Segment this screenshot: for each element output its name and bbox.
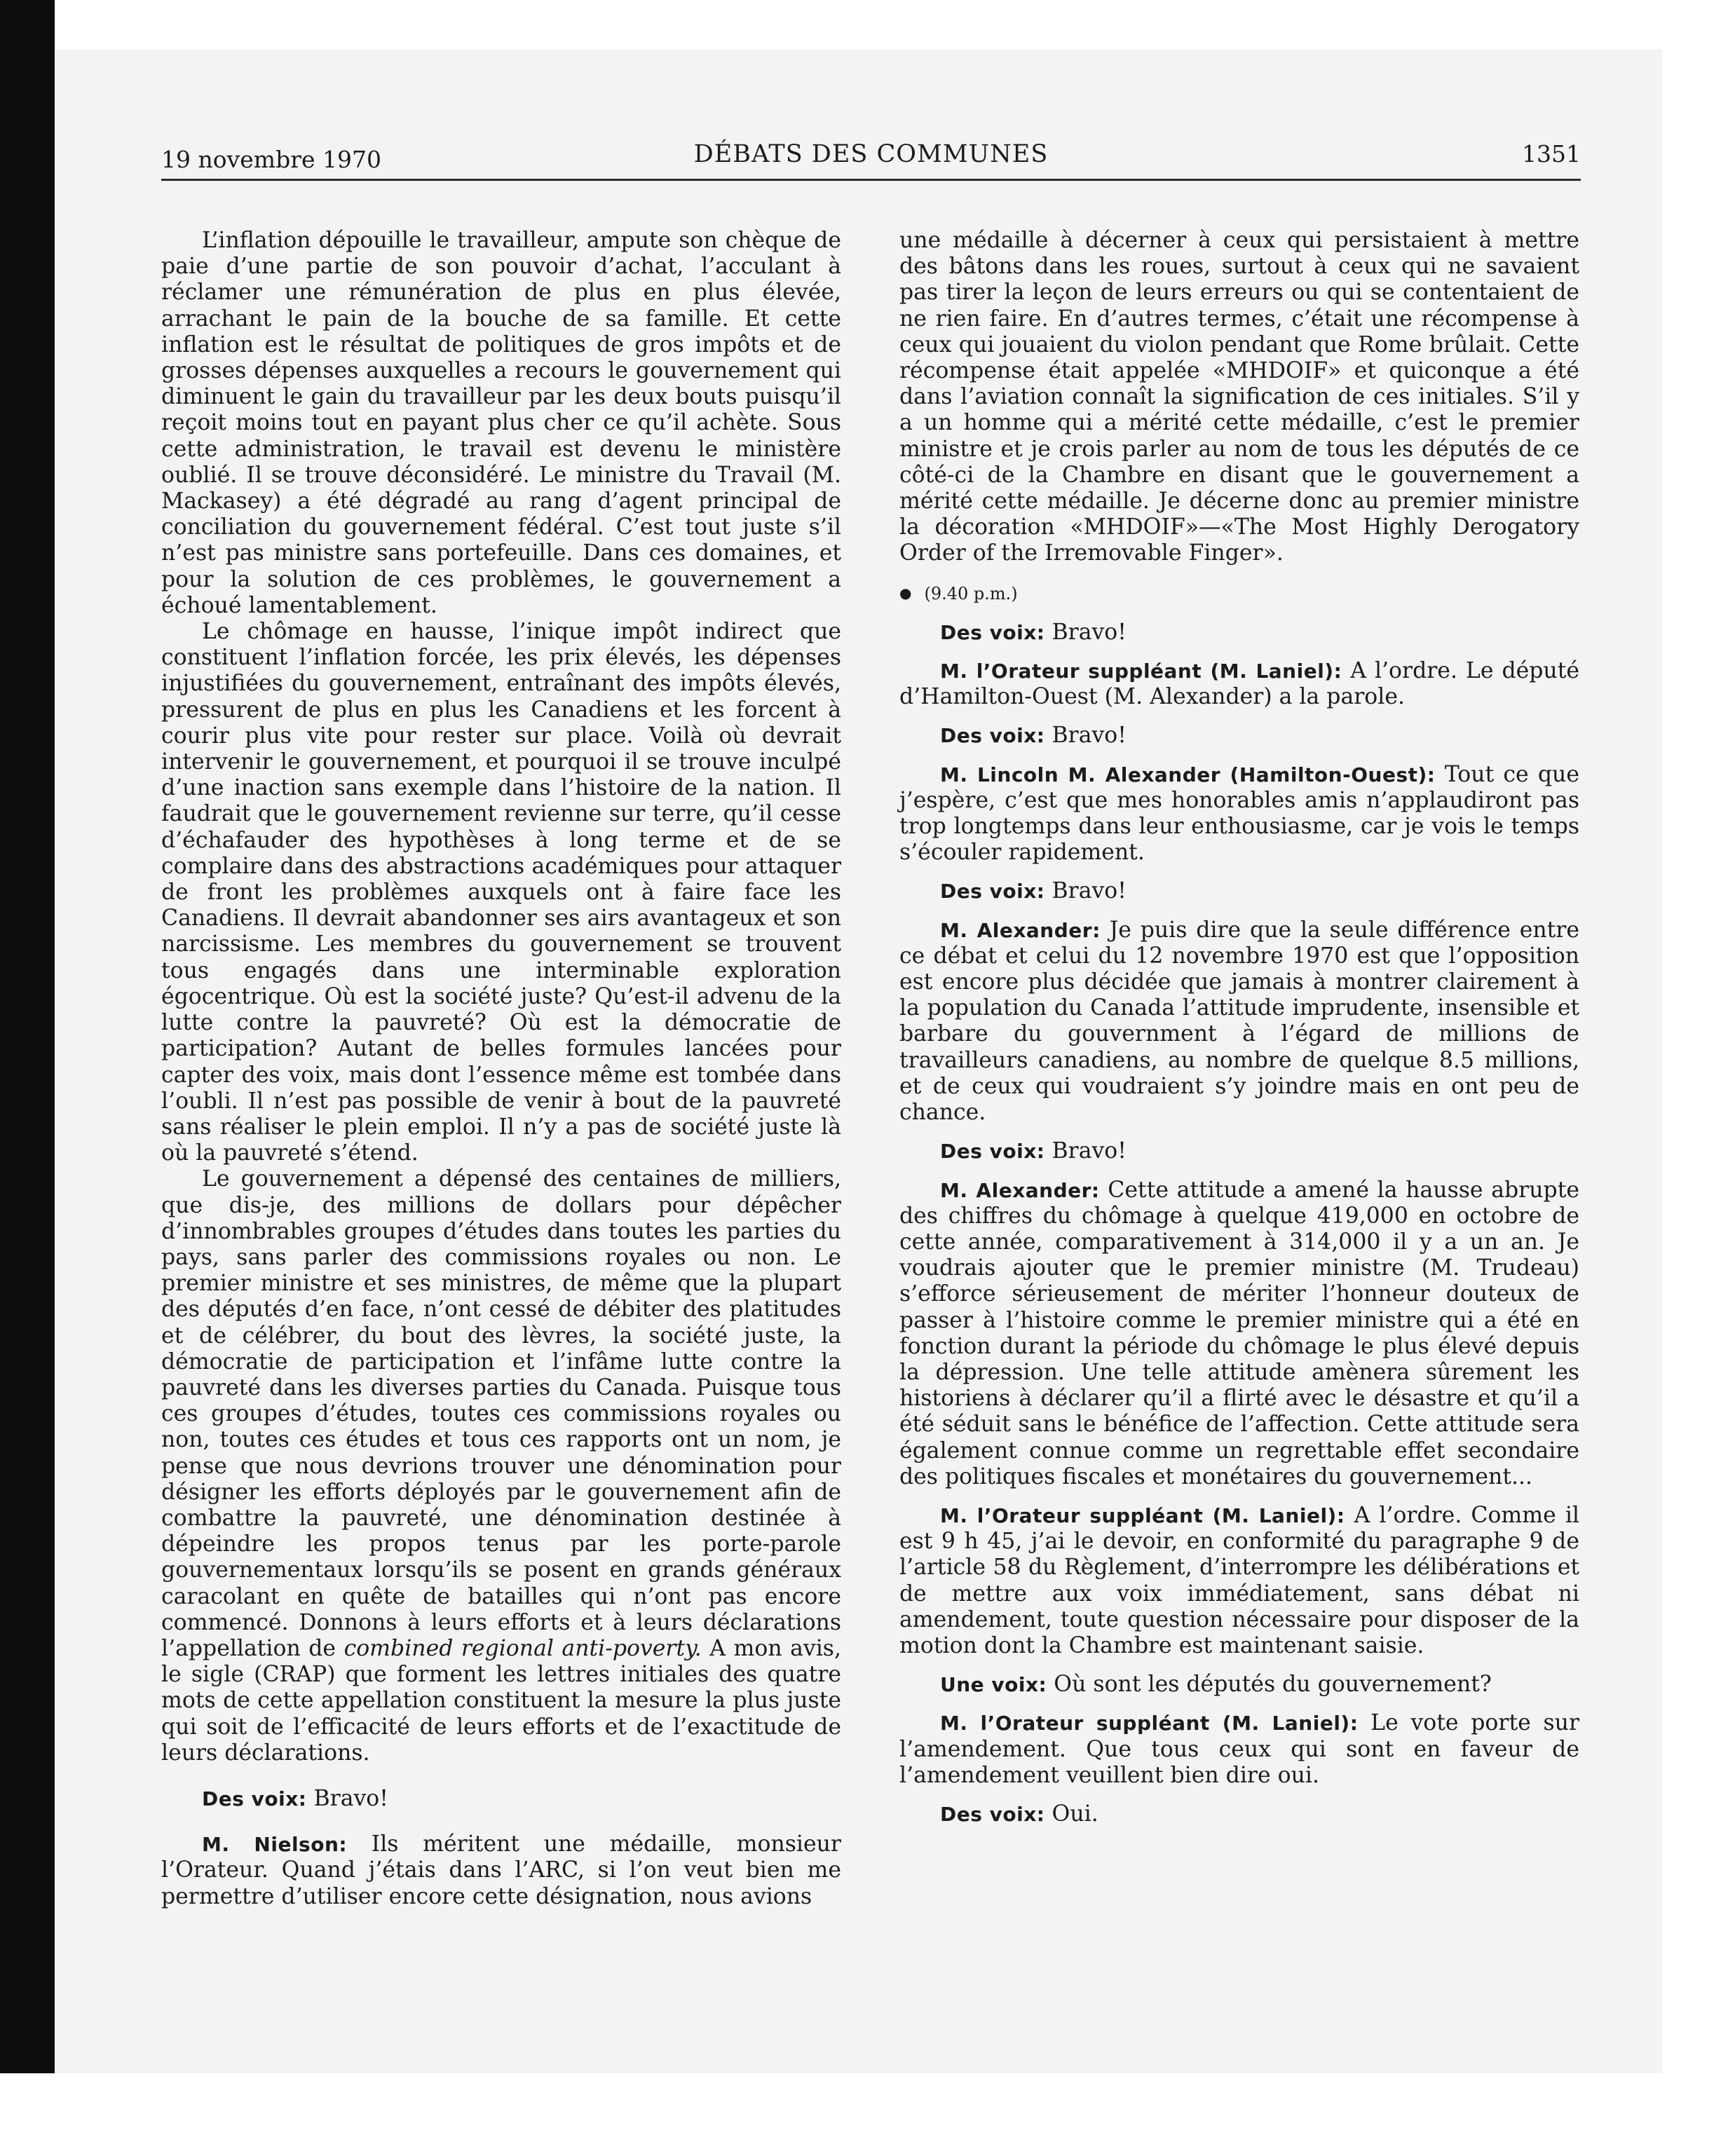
right-column — [899, 228, 1579, 1827]
intervention — [899, 762, 1579, 866]
intervention — [161, 1831, 841, 1910]
speaker-label: M. l’Orateur suppléant (M. Laniel): — [940, 1503, 1345, 1527]
intervention — [899, 1138, 1579, 1164]
paragraph — [161, 1166, 841, 1766]
speaker-label: Des voix: — [940, 620, 1045, 644]
intervention-text: Ils méritent une médaille, monsieur l’Orateur. Quand j’étais dans l’ARC, si l’on veut bien me permettre d’utiliser encore cette désignation, nous avions — [161, 1831, 841, 1909]
intervention — [899, 1672, 1579, 1698]
paragraph-text: A mon avis, le sigle (CRAP) que forment les lettres initiales des quatre mots de cette appellation constituent la mesure la plus juste qui soit de l’efficacité de leurs efforts et de l’exactitude de leurs déclarations. — [161, 1635, 841, 1766]
intervention-text: A l’ordre. Comme il est 9 h 45, j’ai le devoir, en conformité du paragraphe 9 de l’article 58 du Règlement, d’interrompre les délibérations et de mettre aux voix immédiatement, sans débat ni amendement, toute question nécessaire pour disposer de la motion dont la Chambre est maintenant saisie. — [899, 1502, 1579, 1658]
intervention — [899, 1503, 1579, 1659]
intervention — [161, 1786, 841, 1812]
paragraph: une médaille à décerner à ceux qui persistaient à mettre des bâtons dans les roues, surtout à ceux qui ne savaient pas tirer la leçon de leurs erreurs ou qui se contentaient de ne rien faire. En d’autres termes, c’était une récompense à ceux qui jouaient du violon pendant que Rome brûlait. Cette récompense était appelée «MHDOIF» et quiconque a été dans l’aviation connaît la signification de ces initiales. S’il y a un homme qui a mérité cette médaille, c’est le premier ministre et je crois parler au nom de tous les députés de ce côté-ci de la Chambre en disant que le gouvernement a mérité cette médaille. Je décerne donc au premier ministre la décoration «MHDOIF»—«The Most Highly Derogatory Order of the Irremovable Finger». — [899, 228, 1579, 566]
paragraph: L’inflation dépouille le travailleur, ampute son chèque de paie d’une partie de son pouvoir d’achat, l’acculant à réclamer une rémunération de plus en plus élevée, arrachant le pain de la bouche de sa famille. Et cette inflation est le résultat de politiques de gros impôts et de grosses dépenses auxquelles a recours le gouvernement qui diminuent le gain du travailleur par les deux bouts puisqu’il reçoit moins tout en payant plus cher ce qu’il achète. Sous cette administration, le travail est devenu le ministère oublié. Il se trouve déconsidéré. Le ministre du Travail (M. Mackasey) a été dégradé au rang d’agent principal de conciliation du gouvernement fédéral. C’est tout juste s’il n’est pas ministre sans portefeuille. Dans ces domaines, et pour la solution de ces problèmes, le gouvernement a échoué lamentablement. — [161, 228, 841, 618]
intervention — [899, 1801, 1579, 1827]
speaker-label: Des voix: — [940, 1802, 1045, 1826]
time-stamp — [899, 580, 1579, 607]
scan-edge-left — [0, 0, 55, 2156]
intervention-text: Bravo! — [306, 1785, 388, 1811]
intervention-text: Le vote porte sur l’amendement. Que tous ceux qui sont en faveur de l’amendement veuillent bien dire oui. — [899, 1710, 1579, 1788]
intervention-text: Je puis dire que la seule différence entre ce débat et celui du 12 novembre 1970 est que l’opposition est encore plus décidée que jamais à montrer clairement à la population du Canada l’attitude imprudente, insensible et barbare du gouvernment à l’égard de millions de travailleurs canadiens, au nombre de quelque 8.5 millions, et de ceux qui voudraient s’y joindre mais en ont peu de chance. — [899, 917, 1579, 1126]
header-date: 19 novembre 1970 — [161, 146, 381, 173]
speaker-label: M. Nielson: — [202, 1833, 348, 1857]
time-text: (9.40 p.m.) — [924, 583, 1018, 603]
scan-margin-bottom — [0, 2073, 1735, 2156]
header-page-number: 1351 — [1522, 140, 1581, 168]
speaker-label: Des voix: — [940, 1140, 1045, 1164]
speaker-label: M. Lincoln M. Alexander (Hamilton-Ouest): — [940, 763, 1436, 786]
intervention — [899, 620, 1579, 646]
intervention — [899, 1178, 1579, 1490]
speaker-label: Une voix: — [940, 1673, 1047, 1697]
intervention-text: Bravo! — [1045, 619, 1127, 645]
intervention-text: Oui. — [1045, 1801, 1098, 1827]
scan-margin-top — [0, 0, 1735, 49]
speaker-label: Des voix: — [940, 724, 1045, 748]
intervention — [899, 917, 1579, 1126]
speaker-label: M. Alexander: — [940, 1178, 1100, 1202]
speaker-label: Des voix: — [940, 880, 1045, 903]
intervention-text: Bravo! — [1045, 1138, 1127, 1164]
intervention-text: Où sont les députés du gouvernement? — [1047, 1672, 1492, 1698]
bullet-icon: ● — [899, 584, 912, 601]
speaker-label: M. l’Orateur suppléant (M. Laniel): — [940, 1712, 1359, 1735]
speaker-label: M. Alexander: — [940, 918, 1101, 942]
paragraph: Le chômage en hausse, l’inique impôt indirect que constituent l’inflation forcée, les prix élevés, les dépenses injustifiées du gouvernement, entraînant des impôts élevés, pressurent de plus en plus les Canadiens et les forcent à courir plus vite pour rester sur place. Voilà où devrait intervenir le gouvernement, et pourquoi il se trouve inculpé d’une inaction sans exemple dans l’histoire de la nation. Il faudrait que le gouvernement revienne sur terre, qu’il cesse d’échafauder des hypothèses à long terme et de se complaire dans des abstractions académiques pour attaquer de front les problèmes auxquels ont à faire face les Canadiens. Il devrait abandonner ses airs avantageux et son narcissisme. Les membres du gouvernement se trouvent tous engagés dans une interminable exploration égocentrique. Où est la société juste? Qu’est-il advenu de la lutte contre la pauvreté? Où est la démocratie de participation? Autant de belles formules lancées pour capter des voix, mais dont l’essence même est tombée dans l’oubli. Il n’est pas possible de venir à bout de la pauvreté sans réaliser le plein emploi. Il n’y a pas de société juste là où la pauvreté s’étend. — [161, 619, 841, 1166]
intervention-text: A l’ordre. Le député d’Hamilton-Ouest (M. Alexander) a la parole. — [899, 658, 1580, 710]
intervention — [899, 1710, 1579, 1789]
intervention — [899, 658, 1579, 710]
paragraph-text: Le gouvernement a dépensé des centaines de milliers, que dis-je, des millions de dollars pour dépêcher d’innombrables groupes d’études dans toutes les parties du pays, sans parler des commissions royales ou non. Le premier ministre et ses ministres, de même que la plupart des députés d’en face, n’ont cessé de débiter des platitudes et de célébrer, du bout des lèvres, la société juste, la démocratie de participation et l’infâme lutte contre la pauvreté dans les diverses parties du Canada. Puisque tous ces groupes d’études, toutes ces commissions royales ou non, toutes ces études et tous ces rapports ont un nom, je pense que nous devrions trouver une dénomination pour désigner les efforts déployés par le gouvernement afin de combattre la pauvreté, une dénomination destinée à dépeindre les propos tenus par les porte-parole gouvernementaux lorsqu’ils se posent en grands généraux caracolant en quête de batailles qui n’ont pas encore commencé. Donnons à leurs efforts et à leurs déclarations l’appellation de — [161, 1166, 841, 1661]
intervention — [899, 723, 1579, 749]
speaker-label: M. l’Orateur suppléant (M. Laniel): — [940, 660, 1342, 683]
intervention-text: Bravo! — [1045, 723, 1127, 749]
intervention-text: Tout ce que j’espère, c’est que mes honorables amis n’applaudiront pas trop longtemps dans leur enthousiasme, car je vois le temps s’écouler rapidement. — [899, 761, 1579, 866]
left-column — [161, 228, 841, 1910]
header-title: DÉBATS DES COMMUNES — [693, 140, 1049, 168]
italic-phrase: combined regional anti-poverty. — [343, 1635, 702, 1661]
intervention-text: Cette attitude a amené la hausse abrupte des chiffres du chômage à quelque 419,000 en octobre de cette année, comparativement à 314,000 il y a un an. Je voudrais ajouter que le premier ministre (M. Trudeau) s’efforce sérieusement de mériter l’honneur douteux de passer à l’histoire comme le premier ministre qui a été en fonction durant la période du chômage le plus élevé depuis la dépression. Une telle attitude amènera sûrement les historiens à déclarer qu’il a flirté avec le désastre et qu’il a été séduit sans le bénéfice de l’affection. Cette attitude sera également connue comme un regrettable effet secondaire des politiques fiscales et monétaires du gouvernement... — [899, 1177, 1579, 1489]
running-header — [161, 137, 1581, 181]
intervention-text: Bravo! — [1045, 878, 1127, 904]
intervention — [899, 878, 1579, 904]
speaker-label: Des voix: — [202, 1787, 307, 1810]
